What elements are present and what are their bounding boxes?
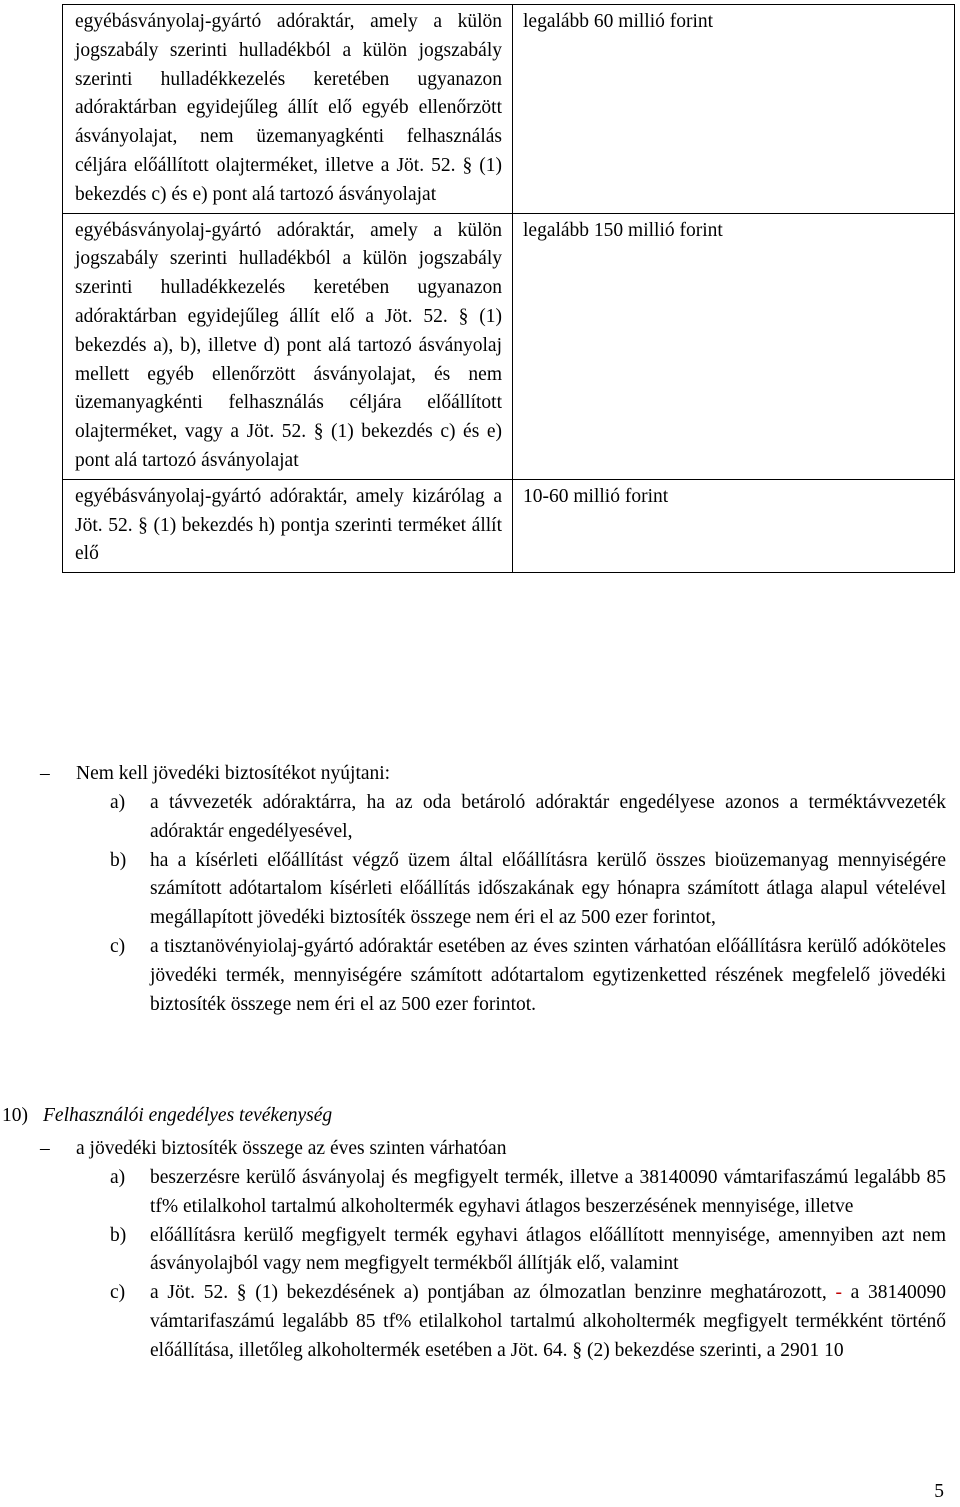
list-marker: c) xyxy=(110,1282,126,1304)
row-3-description: egyébásványolaj-gyártó adóraktár, amely kizárólag a Jöt. 52. § (1) bekezdés h) pontja szerinti terméket állít elő xyxy=(75,485,502,565)
table-cell-description xyxy=(63,5,513,214)
list-item xyxy=(110,933,946,1019)
table-row xyxy=(63,479,955,572)
list-item xyxy=(110,847,946,933)
page-number: 5 xyxy=(934,1481,944,1502)
list-item-text: előállításra kerülő megfigyelt termék egyhavi átlagos előállított mennyisége, amennyiben azt nem ásványolajból vagy nem megfigyelt termékből állítják elő, valamint xyxy=(150,1224,946,1275)
section-title: Felhasználói engedélyes tevékenység xyxy=(43,1105,333,1126)
row-3-amount: 10-60 millió forint xyxy=(523,485,669,507)
list-item-text-before: a Jöt. 52. § (1) bekezdésének a) pontjában az ólmozatlan benzinre meghatározott, xyxy=(150,1282,827,1304)
list-marker: b) xyxy=(110,1224,127,1246)
exemptions-heading: Nem kell jövedéki biztosítékot nyújtani: xyxy=(76,763,391,784)
list-marker: a) xyxy=(110,1167,126,1188)
section-10-heading xyxy=(2,1102,332,1131)
list-item-text-after: a 38140090 vámtarifaszámú legalább 85 tf% etilalkohol tartalmú alkoholtermék megfigyelt termékként történő előállítása, illetőleg alkoholtermék esetében a Jöt. 64. § (2) bekezdése szerinti, a 2901 10 xyxy=(150,1282,947,1361)
section-number: 10) xyxy=(2,1105,28,1126)
section-10-list xyxy=(110,1164,946,1366)
list-item-text: ha a kísérleti előállítást végző üzem által előállításra kerülő összes bioüzemanyag mennyiségére számított adótartalom kísérleti előállítás időszakának egy hónapra számított átlaga alapul vételével megállapított jövedéki biztosíték összege nem éri el az 500 ezer forintot, xyxy=(150,849,946,929)
guarantee-table xyxy=(62,4,955,573)
table-cell-amount xyxy=(513,479,955,572)
table-cell-description xyxy=(63,213,513,479)
row-1-amount: legalább 60 millió forint xyxy=(523,11,714,32)
row-1-description: egyébásványolaj-gyártó adóraktár, amely a külön jogszabály szerinti hulladékból a külön jogszabály szerinti hulladékkezelés keretében ugyanazon adóraktárban egyidejűleg állít elő egyéb ellenőrzött ásványolajat, nem üzemanyagkénti felhasználás céljára előállított olajterméket, illetve a Jöt. 52. § (1) bekezdés c) és e) pont alá tartozó ásványolajat xyxy=(75,11,502,205)
table-cell-amount xyxy=(513,213,955,479)
list-marker: c) xyxy=(110,935,126,957)
list-marker: b) xyxy=(110,849,127,871)
red-dash: - xyxy=(835,1282,842,1304)
dash-bullet: – xyxy=(40,1138,50,1159)
table-cell-description xyxy=(63,479,513,572)
table-row xyxy=(63,5,955,214)
list-item xyxy=(110,789,946,847)
list-item-text: beszerzésre kerülő ásványolaj és megfigyelt termék, illetve a 38140090 vámtarifaszámú legalább 85 tf% etilalkohol tartalmú alkoholtermék egyhavi átlagos beszerzésének mennyisége, illetve xyxy=(150,1167,946,1217)
list-marker: a) xyxy=(110,792,126,813)
table-row xyxy=(63,213,955,479)
row-2-description: egyébásványolaj-gyártó adóraktár, amely a külön jogszabály szerinti hulladékból a külön jogszabály szerinti hulladékkezelés keretében ugyanazon adóraktárban egyidejűleg állít elő a Jöt. 52. § (1) bekezdés a), b), illetve d) pont alá tartozó ásványolaj mellett egyéb ellenőrzött ásványolajat, és nem üzemanyagkénti felhasználás céljára előállított olajterméket, vagy a Jöt. 52. § (1) bekezdés c) és e) pont alá tartozó ásványolajat xyxy=(75,219,502,471)
list-item xyxy=(110,1279,946,1365)
row-2-amount: legalább 150 millió forint xyxy=(523,219,723,241)
list-item-text: a távvezeték adóraktárra, ha az oda betároló adóraktár engedélyese azonos a terméktávvezeték adóraktár engedélyesével, xyxy=(150,792,946,842)
section-10-lead: a jövedéki biztosíték összege az éves szinten várhatóan xyxy=(76,1138,507,1159)
list-item-text: a tisztanövényiolaj-gyártó adóraktár esetében az éves szinten várhatóan előállításra kerülő adóköteles jövedéki termék, mennyiségére számított adótartalom egytizenketted részének megfelelő jövedéki biztosíték összege nem éri el az 500 ezer forintot. xyxy=(150,935,946,1015)
list-item xyxy=(110,1164,946,1222)
list-item xyxy=(110,1222,946,1280)
table-cell-amount xyxy=(513,5,955,214)
exemptions-list xyxy=(110,789,946,1019)
dash-bullet: – xyxy=(40,763,50,784)
